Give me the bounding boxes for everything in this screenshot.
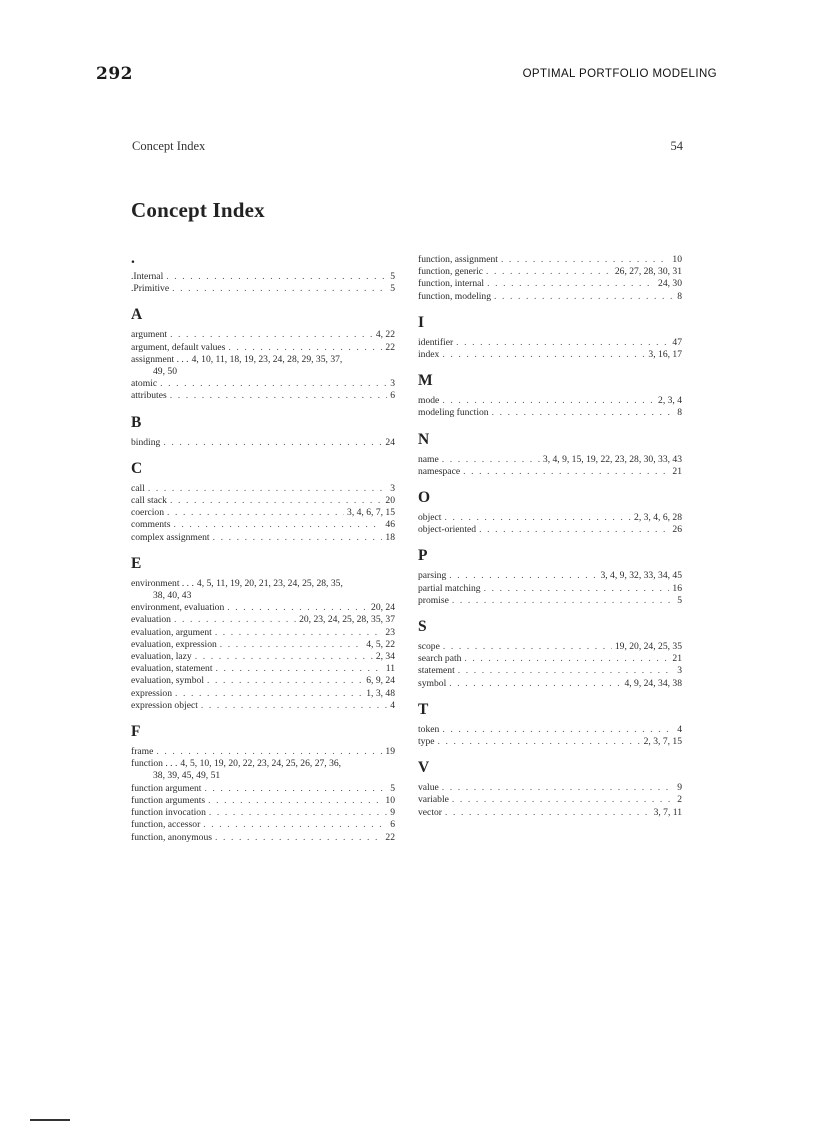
index-entry [131,378,395,390]
dot-leader [167,507,344,519]
index-term: call stack [131,495,167,507]
dot-leader [220,639,363,651]
index-section [418,372,682,419]
index-entry [418,641,682,653]
index-section [418,547,682,607]
dot-leader [227,602,368,614]
index-pages: 4, 5, 10, 19, 20, 22, 23, 24, 25, 26, 27, 36, [180,758,342,770]
index-term: evaluation, statement [131,663,213,675]
index-pages: 24, 30 [658,278,682,290]
index-section-letter: B [131,413,142,431]
index-pages: 2 [677,794,682,806]
dot-leader [442,349,645,361]
index-column-left [131,250,395,855]
dot-leader [452,595,674,607]
index-pages: 18 [385,531,395,543]
dot-leader [207,675,363,687]
index-section-letter: P [418,547,428,565]
index-term: name [418,453,439,465]
index-pages: 16 [672,582,682,594]
index-term: function argument [131,782,202,794]
index-term: search path [418,653,462,665]
index-entry [131,819,395,831]
index-entry [418,337,682,349]
index-entry [131,639,395,651]
index-entry [418,466,682,478]
index-term: identifier [418,336,454,348]
index-entry [131,627,395,639]
index-pages: 3, 16, 17 [648,349,682,361]
index-term: evaluation, argument [131,626,212,638]
dot-leader [442,454,540,466]
index-section [418,701,682,748]
index-term: expression [131,687,173,699]
index-entry [418,266,682,278]
index-section-letter: I [418,313,425,331]
index-pages: 2, 3, 7, 15 [643,736,682,748]
dot-leader [216,663,383,675]
index-pages: 2, 3, 4 [658,395,682,407]
index-pages: 5 [390,782,395,794]
index-entry [418,678,682,690]
index-pages: 22 [385,341,395,353]
dot-leader [148,483,387,495]
index-pages: 4 [390,699,395,711]
index-section [418,431,682,478]
index-pages: 4 [677,723,682,735]
index-pages: 5 [390,283,395,295]
index-entry [131,271,395,283]
index-pages: 3 [677,665,682,677]
index-pages: 24 [385,436,395,448]
dot-leader [163,437,382,449]
index-entry [418,524,682,536]
index-term: complex assignment [131,531,210,543]
index-entry [131,663,395,675]
dot-leader [209,807,387,819]
dot-leader [170,329,373,341]
index-pages: 19 [385,746,395,758]
dot-leader [456,337,669,349]
index-section [418,254,682,303]
index-term: evaluation, symbol [131,675,205,687]
index-term: function, generic [418,266,483,278]
index-term: argument [131,329,168,341]
index-pages: 21 [672,465,682,477]
index-term: object-oriented [418,524,477,536]
dot-leader [215,832,382,844]
index-entry [418,782,682,794]
index-term: parsing [418,570,447,582]
index-term: assignment . . . [131,353,189,365]
index-section [131,555,395,712]
index-entry [131,329,395,341]
index-entry [131,519,395,531]
index-term: .Internal [131,271,164,282]
doc-page-number: 54 [670,139,683,153]
book-running-title: OPTIMAL PORTFOLIO MODELING [522,68,717,80]
index-section-letter: V [418,759,430,777]
index-term: atomic [131,378,158,390]
index-entry [131,532,395,544]
index-entry [131,614,395,626]
index-section [131,460,395,544]
index-section [418,759,682,819]
index-entry [418,583,682,595]
index-term: function, accessor [131,819,201,831]
dot-leader [203,819,387,831]
index-section-letter: . [131,250,135,267]
index-pages: 47 [672,336,682,348]
index-entry [418,724,682,736]
index-term: evaluation [131,614,171,626]
index-pages: 6 [390,390,395,402]
index-pages: 9 [390,807,395,819]
index-term: modeling function [418,407,489,419]
index-pages: 23 [385,626,395,638]
index-pages: 10 [385,794,395,806]
bottom-rule [30,1119,70,1121]
index-pages: 20, 24 [371,602,395,614]
dot-leader [204,783,387,795]
index-pages: 20 [385,495,395,507]
index-pages: 3, 4, 6, 7, 15 [347,507,395,519]
index-entry [131,675,395,687]
index-term: vector [418,806,442,818]
index-entry [131,283,395,295]
index-entry [131,795,395,807]
index-pages: 3 [390,482,395,494]
index-entry [418,349,682,361]
index-pages: 22 [385,831,395,843]
index-pages: 6, 9, 24 [366,675,395,687]
index-section-letter: A [131,306,143,324]
index-term: function arguments [131,794,206,806]
index-term: index [418,349,440,361]
index-term: function . . . [131,758,178,770]
index-pages: 4, 9, 24, 34, 38 [624,677,682,689]
index-pages: 19, 20, 24, 25, 35 [614,641,682,653]
index-pages: 2, 3, 4, 6, 28 [634,512,682,524]
index-entry [131,602,395,614]
dot-leader [445,807,651,819]
dot-leader [442,395,655,407]
index-term: binding [131,436,161,448]
index-term: function, assignment [418,254,498,265]
dot-leader [463,466,669,478]
dot-leader [486,266,612,278]
index-entry [131,832,395,844]
index-pages: 8 [677,290,682,302]
index-pages: 8 [677,407,682,419]
dot-leader [452,794,674,806]
index-term: symbol [418,677,447,689]
index-entry [131,342,395,354]
index-pages: 4, 10, 11, 18, 19, 23, 24, 28, 29, 35, 37, [191,353,343,365]
dot-leader [479,524,669,536]
index-pages: 46 [385,519,395,531]
index-term: value [418,782,439,794]
index-section [131,414,395,449]
index-term: coercion [131,507,165,519]
index-term: comments [131,519,171,531]
index-term: call [131,482,145,494]
index-term: .Primitive [131,283,170,295]
dot-leader [213,532,383,544]
index-pages-continued: 38, 40, 43 [153,590,192,602]
index-pages: 6 [390,819,395,831]
index-pages: 5 [390,271,395,282]
dot-leader [484,583,670,595]
dot-leader [449,678,621,690]
book-page-number: 292 [96,64,133,84]
index-section [131,306,395,402]
index-pages: 3, 4, 9, 15, 19, 22, 23, 28, 30, 33, 43 [542,453,682,465]
dot-leader [170,390,388,402]
index-pages-continued: 38, 39, 45, 49, 51 [153,770,221,782]
doc-running-header: Concept Index [132,139,206,153]
index-section [131,250,395,295]
index-entry [418,595,682,607]
dot-leader [464,653,669,665]
dot-leader [501,254,669,266]
index-entry [418,454,682,466]
index-entry [131,437,395,449]
index-section [418,489,682,536]
index-term: function invocation [131,807,206,819]
index-entry [418,794,682,806]
index-term: variable [418,794,449,806]
index-entry [131,495,395,507]
index-section-letter: F [131,723,141,741]
index-entry [418,736,682,748]
index-term: frame [131,746,154,758]
index-section-letter: C [131,459,143,477]
dot-leader [156,746,382,758]
dot-leader [173,519,382,531]
index-term: function, internal [418,278,485,290]
index-pages: 4, 5, 11, 19, 20, 21, 23, 24, 25, 28, 35, [196,577,343,589]
index-entry [418,570,682,582]
index-entry [418,407,682,419]
index-entry [418,512,682,524]
index-section-letter: N [418,430,430,448]
dot-leader [444,512,631,524]
dot-leader [443,641,612,653]
dot-leader [442,724,674,736]
index-term: token [418,723,440,735]
index-entry [131,807,395,819]
dot-leader [438,736,641,748]
index-pages: 5 [677,594,682,606]
index-entry [131,390,395,402]
index-term: promise [418,594,449,606]
index-entry [131,688,395,700]
index-pages: 4, 22 [375,329,395,341]
dot-leader [172,283,387,295]
index-entry [131,578,395,602]
index-pages: 21 [672,653,682,665]
dot-leader [228,342,382,354]
index-entry [418,254,682,266]
index-term: scope [418,641,440,653]
index-pages-continued: 49, 50 [153,366,177,378]
index-pages: 10 [672,254,682,265]
index-term: attributes [131,390,167,402]
index-term: mode [418,395,440,407]
page-title: Concept Index [131,198,265,222]
index-pages: 11 [385,663,395,675]
index-term: function, anonymous [131,831,213,843]
index-entry [131,651,395,663]
dot-leader [487,278,655,290]
index-pages: 3, 7, 11 [653,806,682,818]
index-entry [131,758,395,782]
index-pages: 2, 34 [375,651,395,663]
index-entry [131,507,395,519]
dot-leader [170,495,382,507]
index-term: function, modeling [418,290,492,302]
dot-leader [449,570,597,582]
dot-leader [166,271,387,283]
dot-leader [174,614,296,626]
index-section-letter: E [131,554,142,572]
index-entry [131,483,395,495]
index-entry [418,653,682,665]
index-term: statement [418,665,455,677]
dot-leader [201,700,387,712]
index-section-letter: S [418,618,427,636]
index-entry [418,291,682,303]
dot-leader [215,627,383,639]
index-pages: 3, 4, 9, 32, 33, 34, 45 [600,570,682,582]
index-entry [131,354,395,378]
index-term: object [418,512,442,524]
dot-leader [175,688,363,700]
index-term: expression object [131,699,198,711]
index-term: evaluation, expression [131,638,217,650]
dot-leader [208,795,382,807]
index-pages: 20, 23, 24, 25, 28, 35, 37 [299,614,395,626]
index-section [131,723,395,844]
index-entry [131,700,395,712]
index-entry [418,665,682,677]
index-term: argument, default values [131,341,226,353]
index-entry [418,278,682,290]
index-entry [418,395,682,407]
index-pages: 9 [677,782,682,794]
index-term: type [418,736,435,748]
index-entry [131,783,395,795]
index-section-letter: M [418,372,433,390]
index-term: environment, evaluation [131,602,225,614]
index-term: evaluation, lazy [131,651,192,663]
index-term: namespace [418,465,461,477]
dot-leader [195,651,373,663]
index-term: partial matching [418,582,481,594]
index-pages: 26 [672,524,682,536]
index-pages: 4, 5, 22 [366,638,395,650]
dot-leader [458,665,674,677]
index-pages: 3 [390,378,395,390]
dot-leader [160,378,387,390]
dot-leader [494,291,674,303]
dot-leader [442,782,674,794]
index-section-letter: O [418,489,431,507]
index-section [418,618,682,690]
index-column-right [418,254,682,830]
index-section-letter: T [418,700,429,718]
index-entry [131,746,395,758]
index-pages: 1, 3, 48 [366,687,395,699]
index-section [418,314,682,361]
index-term: environment . . . [131,577,194,589]
index-entry [418,807,682,819]
dot-leader [492,407,675,419]
index-pages: 26, 27, 28, 30, 31 [614,266,682,278]
